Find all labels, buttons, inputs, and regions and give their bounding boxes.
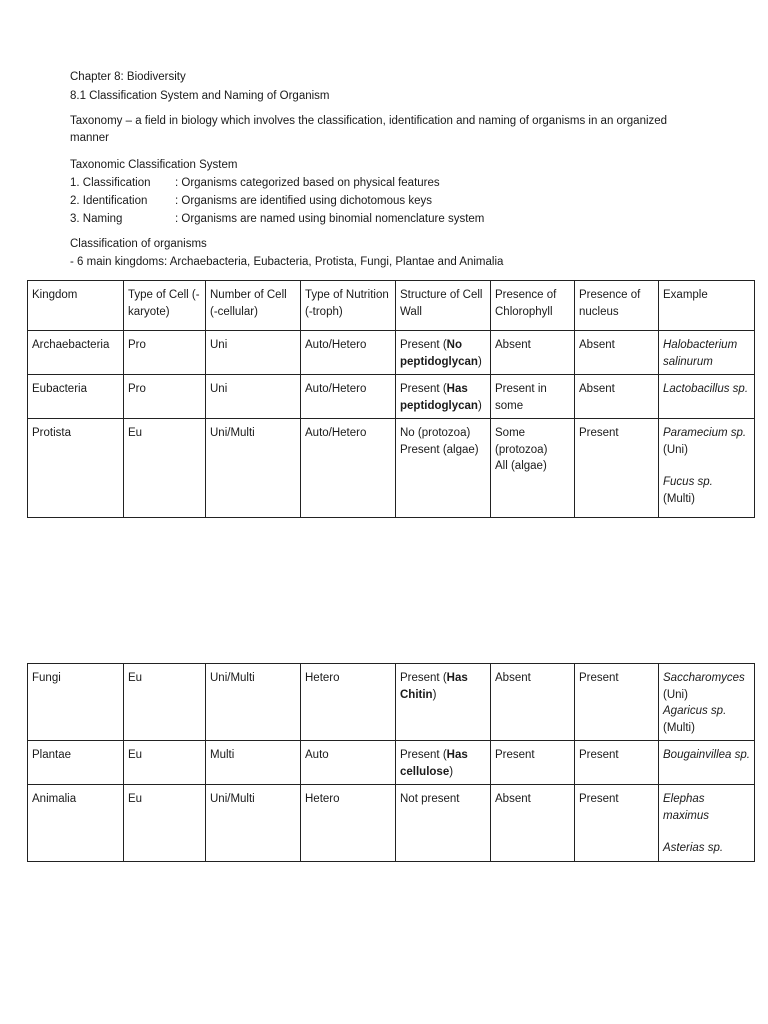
- cell-example: Lactobacillus sp.: [659, 375, 755, 419]
- cell-example: [659, 785, 755, 862]
- wall-text: Present (: [400, 749, 447, 761]
- cell-kingdom: Plantae: [28, 741, 124, 785]
- cell-chlorophyll: Present: [491, 741, 575, 785]
- cell-kingdom: Animalia: [28, 785, 124, 862]
- wall-text: Present (: [400, 672, 447, 684]
- species-name: Fucus sp.: [663, 476, 713, 488]
- system-item-naming: [70, 211, 484, 228]
- wall-text-end: ): [477, 399, 482, 412]
- table-row-protista: [28, 419, 755, 518]
- spacer: [663, 824, 750, 840]
- cell-cell-number: Multi: [206, 741, 301, 785]
- system-item-classification: [70, 175, 440, 192]
- cell-chlorophyll: Absent: [491, 785, 575, 862]
- cell-nutrition: Auto: [301, 741, 396, 785]
- cell-nucleus: Present: [575, 664, 659, 741]
- system-item-identification: [70, 193, 432, 210]
- cell-nutrition: Auto/Hetero: [301, 419, 396, 518]
- wall-line: No (protozoa): [400, 427, 471, 439]
- table-row-fungi: [28, 664, 755, 741]
- cell-cell-number: Uni/Multi: [206, 664, 301, 741]
- classification-note: - 6 main kingdoms: Archaebacteria, Eubacteria, Protista, Fungi, Plantae and Animalia: [70, 256, 504, 268]
- header-kingdom: Kingdom: [28, 281, 124, 331]
- species-name: Elephas maximus: [663, 793, 710, 822]
- wall-text: Present (: [400, 339, 447, 351]
- chapter-title: Chapter 8: Biodiversity: [70, 71, 186, 83]
- wall-bold-text: Has Chitin: [400, 672, 468, 701]
- cell-cell-wall: [396, 331, 491, 375]
- cell-nutrition: Hetero: [301, 785, 396, 862]
- table-row-plantae: [28, 741, 755, 785]
- table-row-animalia: [28, 785, 755, 862]
- example-entry: [663, 425, 750, 458]
- wall-bold-text: No peptidoglycan: [400, 339, 478, 368]
- cell-cell-wall: [396, 419, 491, 518]
- cell-nucleus: Present: [575, 419, 659, 518]
- cell-cell-wall: [396, 741, 491, 785]
- cell-cell-number: Uni/Multi: [206, 785, 301, 862]
- species-note: (Uni): [663, 688, 688, 701]
- header-chlorophyll: Presence of Chlorophyll: [491, 281, 575, 331]
- wall-text-end: ): [477, 355, 482, 368]
- kingdom-table-part-1: [27, 280, 755, 518]
- cell-cell-wall: [396, 375, 491, 419]
- cell-cell-type: Eu: [124, 664, 206, 741]
- cell-nutrition: Auto/Hetero: [301, 375, 396, 419]
- header-example: Example: [659, 281, 755, 331]
- cell-nucleus: Absent: [575, 375, 659, 419]
- cell-cell-type: Eu: [124, 785, 206, 862]
- section-title: 8.1 Classification System and Naming of Organism: [70, 90, 330, 102]
- cell-kingdom: Eubacteria: [28, 375, 124, 419]
- system-item-label: 1. Classification: [70, 177, 151, 189]
- wall-text-end: ): [432, 688, 437, 701]
- header-cell-number: Number of Cell (-cellular): [206, 281, 301, 331]
- header-cell-type: Type of Cell (-karyote): [124, 281, 206, 331]
- system-item-text: : Organisms are named using binomial nomenclature system: [175, 213, 485, 225]
- system-item-text: : Organisms are identified using dichotomous keys: [175, 195, 432, 207]
- system-item-label: 2. Identification: [70, 195, 148, 207]
- species-name: Paramecium sp.: [663, 427, 747, 439]
- cell-nucleus: Present: [575, 785, 659, 862]
- cell-chlorophyll: Present in some: [491, 375, 575, 419]
- cell-nutrition: Hetero: [301, 664, 396, 741]
- table-row-archaebacteria: [28, 331, 755, 375]
- cell-nutrition: Auto/Hetero: [301, 331, 396, 375]
- cell-example: Bougainvillea sp.: [659, 741, 755, 785]
- system-item-text: : Organisms categorized based on physical features: [175, 177, 440, 189]
- cell-cell-type: Pro: [124, 375, 206, 419]
- chlorophyll-line: Some (protozoa): [495, 427, 548, 456]
- cell-example: [659, 419, 755, 518]
- cell-nucleus: Present: [575, 741, 659, 785]
- wall-bold-text: Has peptidoglycan: [400, 383, 478, 412]
- cell-chlorophyll: [491, 419, 575, 518]
- table-row-eubacteria: [28, 375, 755, 419]
- wall-text: Present (: [400, 383, 447, 395]
- cell-kingdom: Protista: [28, 419, 124, 518]
- classification-title: Classification of organisms: [70, 238, 207, 250]
- cell-cell-wall: [396, 664, 491, 741]
- header-nucleus: Presence of nucleus: [575, 281, 659, 331]
- taxonomy-definition: Taxonomy – a field in biology which involves the classification, identification and naming of organisms in an organized manner: [70, 115, 668, 144]
- cell-cell-type: Pro: [124, 331, 206, 375]
- cell-example: [659, 664, 755, 741]
- wall-text-end: ): [449, 765, 454, 778]
- cell-kingdom: Archaebacteria: [28, 331, 124, 375]
- species-note: (Uni): [663, 443, 688, 456]
- wall-line: Present (algae): [400, 443, 479, 456]
- chlorophyll-line: All (algae): [495, 460, 547, 472]
- cell-nucleus: Absent: [575, 331, 659, 375]
- species-note: (Multi): [663, 721, 695, 734]
- cell-chlorophyll: Absent: [491, 331, 575, 375]
- wall-bold-text: Has cellulose: [400, 749, 468, 778]
- header-cell-wall: Structure of Cell Wall: [396, 281, 491, 331]
- cell-cell-type: Eu: [124, 419, 206, 518]
- spacer: [663, 458, 750, 474]
- header-nutrition: Type of Nutrition (-troph): [301, 281, 396, 331]
- cell-example: Halobacterium salinurum: [659, 331, 755, 375]
- kingdom-table-part-2: [27, 663, 755, 862]
- cell-cell-wall: Not present: [396, 785, 491, 862]
- species-note: (Multi): [663, 492, 695, 505]
- cell-chlorophyll: Absent: [491, 664, 575, 741]
- cell-kingdom: Fungi: [28, 664, 124, 741]
- species-name: Agaricus sp.: [663, 705, 727, 717]
- table-header-row: [28, 281, 755, 331]
- system-item-label: 3. Naming: [70, 213, 123, 225]
- cell-cell-type: Eu: [124, 741, 206, 785]
- cell-cell-number: Uni: [206, 375, 301, 419]
- system-title: Taxonomic Classification System: [70, 159, 238, 171]
- species-name: Saccharomyces: [663, 672, 745, 684]
- cell-cell-number: Uni/Multi: [206, 419, 301, 518]
- species-name: Asterias sp.: [663, 842, 724, 854]
- cell-cell-number: Uni: [206, 331, 301, 375]
